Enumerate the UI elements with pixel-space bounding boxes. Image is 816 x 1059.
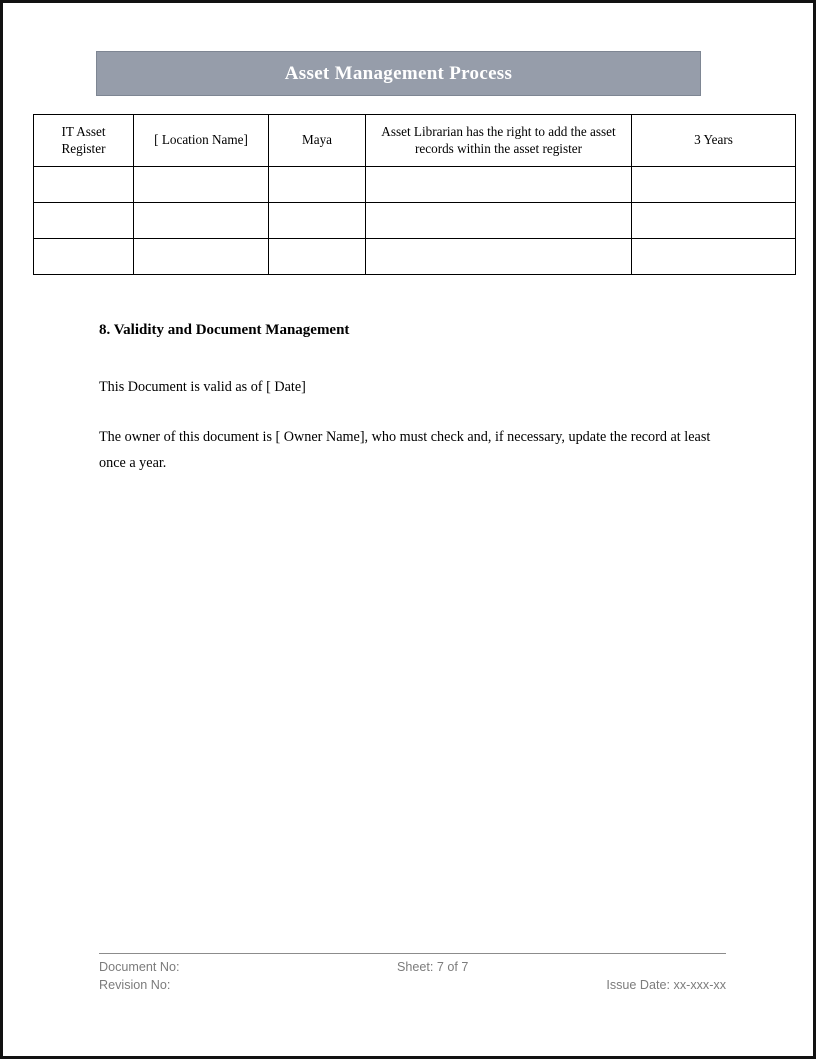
page-content-area [3,3,813,1056]
table-row [34,239,796,275]
cell-location: [ Location Name] [134,115,269,167]
cell-owner [269,239,366,275]
cell-location [134,239,269,275]
cell-retention: 3 Years [632,115,796,167]
table-row [34,115,796,167]
footer-fields [99,960,726,1000]
cell-rights [366,203,632,239]
page-footer [99,953,726,1000]
cell-location [134,167,269,203]
owner-paragraph: The owner of this document is [ Owner Name], who must check and, if necessary, update the record at least once a year. [99,429,711,471]
section-heading: 8. Validity and Document Management [99,322,350,338]
cell-rights: Asset Librarian has the right to add the asset records within the asset register [366,115,632,167]
footer-divider [99,953,726,954]
footer-revision-no: Revision No: [99,978,171,992]
cell-retention [632,239,796,275]
cell-owner [269,203,366,239]
document-title-banner [96,51,701,96]
cell-owner: Maya [269,115,366,167]
footer-document-no: Document No: [99,960,180,974]
cell-asset [34,167,134,203]
validity-paragraph: This Document is valid as of [ Date] [99,379,306,395]
cell-asset [34,239,134,275]
cell-location [134,203,269,239]
page-title: Asset Management Process [284,62,513,84]
cell-rights [366,239,632,275]
footer-sheet-number: Sheet: 7 of 7 [397,960,469,974]
cell-retention [632,203,796,239]
asset-register-table [33,114,796,275]
cell-retention [632,167,796,203]
table-row [34,167,796,203]
cell-asset [34,203,134,239]
cell-rights [366,167,632,203]
footer-issue-date: Issue Date: xx-xxx-xx [606,978,726,992]
cell-owner [269,167,366,203]
table-row [34,203,796,239]
cell-asset: IT Asset Register [34,115,134,167]
